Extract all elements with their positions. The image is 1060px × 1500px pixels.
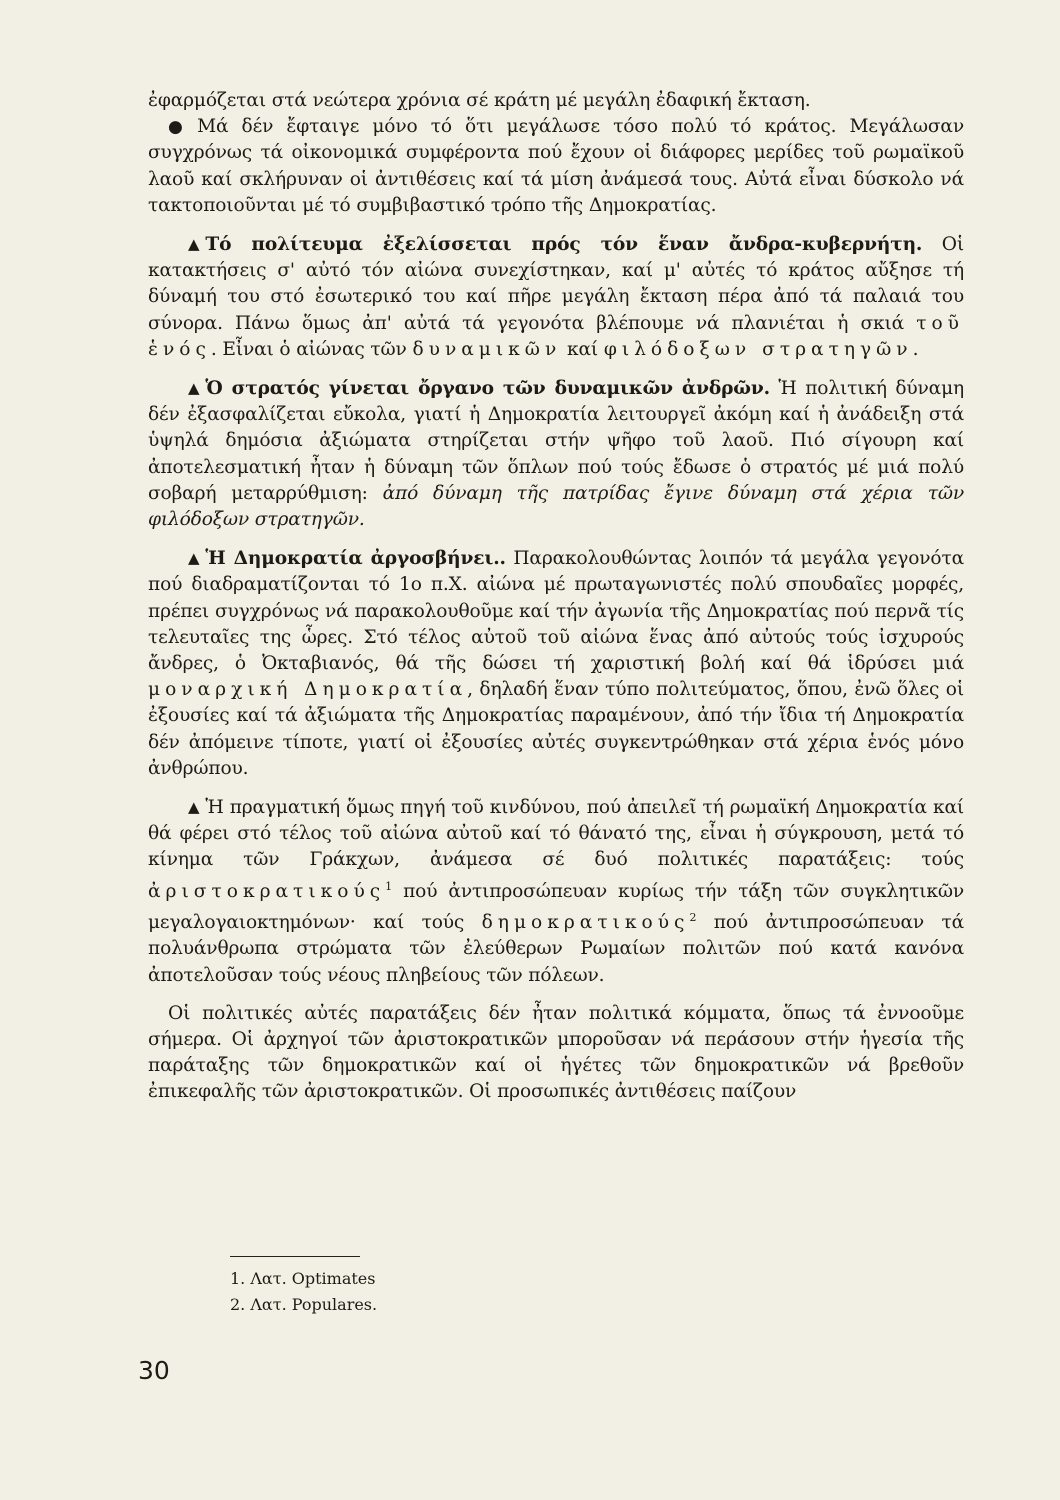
section-heading: Ὁ στρατός γίνεται ὄργανο τῶν δυναμικῶν ἀνδρῶν.	[205, 378, 770, 400]
triangle-icon: ▲	[188, 379, 200, 398]
intro-line: ἐφαρμόζεται στά νεώτερα χρόνια σέ κράτη μέ μεγάλη ἐδαφική ἔκταση.	[148, 90, 811, 111]
section-heading: Τό πολίτευμα ἐξελίσσεται πρός τόν ἕναν ἄνδρα-κυβερνήτη.	[205, 234, 923, 256]
footnote-1: 1. Λατ. Optimates	[230, 1269, 376, 1288]
paragraph-6: Οἱ πολιτικές αὐτές παρατάξεις δέν ἦταν πολιτικά κόμματα, ὅπως τά ἐννοοῦμε σήμερα. Οἱ ἀρχηγοί τῶν ἀριστοκρατικῶν μποροῦσαν νά περάσουν στήν ἡγεσία τῆς παράταξης τῶν δημοκρατικῶν καί οἱ ἡγέτες τῶν δημοκρατικῶν νά βρεθοῦν ἐπικεφαλῆς τῶν ἀριστοκρατικῶν. Οἱ προσωπικές ἀντιθέσεις παίζουν	[148, 1002, 964, 1103]
paragraph-3: ▲ Ὁ στρατός γίνεται ὄργανο τῶν δυναμικῶν ἀνδρῶν. Ἡ πολιτική δύναμη δέν ἐξασφαλίζεται εὔκολα, γιατί ἡ Δημοκρατία λειτουργεῖ ἀκόμη καί ἡ ἀνάδειξη στά ὑψηλά δημόσια ἀξιώματα στηρίζεται στήν ψῆφο τοῦ λαοῦ. Πιό σίγουρη καί ἀποτελεσματική ἦταν ἡ δύναμη τῶν ὅπλων πού τούς ἔδωσε ὁ στρατός μέ μιά πολύ σοβαρή μεταρρύθμιση: ἀπό δύναμη τῆς πατρίδας ἔγινε δύναμη στά χέρια τῶν φιλόδοξων στρατηγῶν.	[148, 375, 964, 533]
paragraph-2: ▲ Τό πολίτευμα ἐξελίσσεται πρός τόν ἕναν ἄνδρα-κυβερνήτη. Οἱ κατακτήσεις σ' αὐτό τόν αἰώνα συνεχίστηκαν, καί μ' αὐτές τό κράτος αὔξησε τή δύναμή του στό ἐσωτερικό του καί πῆρε μεγάλη ἔκταση πέρα ἀπό τά παλαιά του σύνορα. Πάνω ὅμως ἀπ' αὐτά τά γεγονότα βλέπουμε νά πλανιέται ἡ σκιά τοῦ ἑνός. Εἶναι ὁ αἰώνας τῶν δυναμικῶν καί φιλόδοξων στρατηγῶν.	[148, 231, 964, 363]
triangle-icon: ▲	[188, 798, 200, 817]
section-heading: Ἡ Δημοκρατία ἀργοσβήνει..	[205, 548, 506, 570]
body-text	[148, 88, 964, 1106]
paragraph-5: ▲ Ἡ πραγματική ὅμως πηγή τοῦ κινδύνου, πού ἀπειλεῖ τή ρωμαϊκή Δημοκρατία καί θά φέρει στό τέλος τοῦ αἰώνα αὐτοῦ καί τό θάνατό της, εἶναι ἡ σύγκρουση, μετά τό κίνημα τῶν Γράκχων, ἀνάμεσα σέ δυό πολιτικές παρατάξεις: τούς ἀριστοκρατικούς$^1$ πού ἀντιπροσώπευαν κυρίως τήν τάξη τῶν συγκλητικῶν μεγαλογαιοκτημόνων· καί τούς δημοκρατικούς$^2$ πού ἀντιπροσώπευαν τά πολυάνθρωπα στρώματα τῶν ἐλεύθερων Ρωμαίων πολιτῶν πού κατά κανόνα ἀποτελοῦσαν τούς νέους πληβείους τῶν πόλεων.	[148, 794, 964, 989]
triangle-icon: ▲	[188, 235, 200, 254]
triangle-icon: ▲	[188, 549, 200, 568]
bullet-icon: ●	[168, 117, 191, 138]
page-number: 30	[138, 1356, 170, 1385]
footnote-2: 2. Λατ. Populares.	[230, 1295, 378, 1314]
footnotes	[230, 1266, 377, 1318]
footnote-ref-2: 2	[689, 911, 697, 925]
paragraph-1: ● Μά δέν ἔφταιγε μόνο τό ὅτι μεγάλωσε τόσο πολύ τό κράτος. Μεγάλωσαν συγχρόνως τά οἰκονομικά συμφέροντα πού ἔχουν οἱ διάφορες μερίδες τοῦ ρωμαϊκοῦ λαοῦ καί σκλήρυναν οἱ ἀντιθέσεις καί τά μίση ἀνάμεσά τους. Αὐτά εἶναι δύσκολο νά τακτοποιοῦνται μέ τό συμβιβαστικό τρόπο τῆς Δημοκρατίας.	[148, 116, 964, 216]
paragraph-4: ▲ Ἡ Δημοκρατία ἀργοσβήνει.. Παρακολουθώντας λοιπόν τά μεγάλα γεγονότα πού διαδραματίζονται τό 1ο π.Χ. αἰώνα μέ πρωταγωνιστές πολύ σπουδαῖες μορφές, πρέπει συγχρόνως νά παρακολουθοῦμε καί τήν ἀγωνία τῆς Δημοκρατίας πού περνᾶ τίς τελευταῖες της ὧρες. Στό τέλος αὐτοῦ τοῦ αἰώνα ἕνας ἀπό αὐτούς τούς ἰσχυρούς ἄνδρες, ὁ Ὀκταβιανός, θά τῆς δώσει τή χαριστική βολή καί θά ἱδρύσει μιά μοναρχική Δημοκρατία, δηλαδή ἕναν τύπο πολιτεύματος, ὅπου, ἐνῶ ὅλες οἱ ἐξουσίες καί τά ἀξιώματα τῆς Δημοκρατίας παραμένουν, ἀπό τήν ἴδια τή Δημοκρατία δέν ἀπόμεινε τίποτε, γιατί οἱ ἐξουσίες αὐτές συγκεντρώθηκαν στά χέρια ἑνός μόνο ἀνθρώπου.	[148, 545, 964, 782]
footnote-ref-1: 1	[385, 879, 393, 893]
footnote-divider	[230, 1256, 360, 1257]
